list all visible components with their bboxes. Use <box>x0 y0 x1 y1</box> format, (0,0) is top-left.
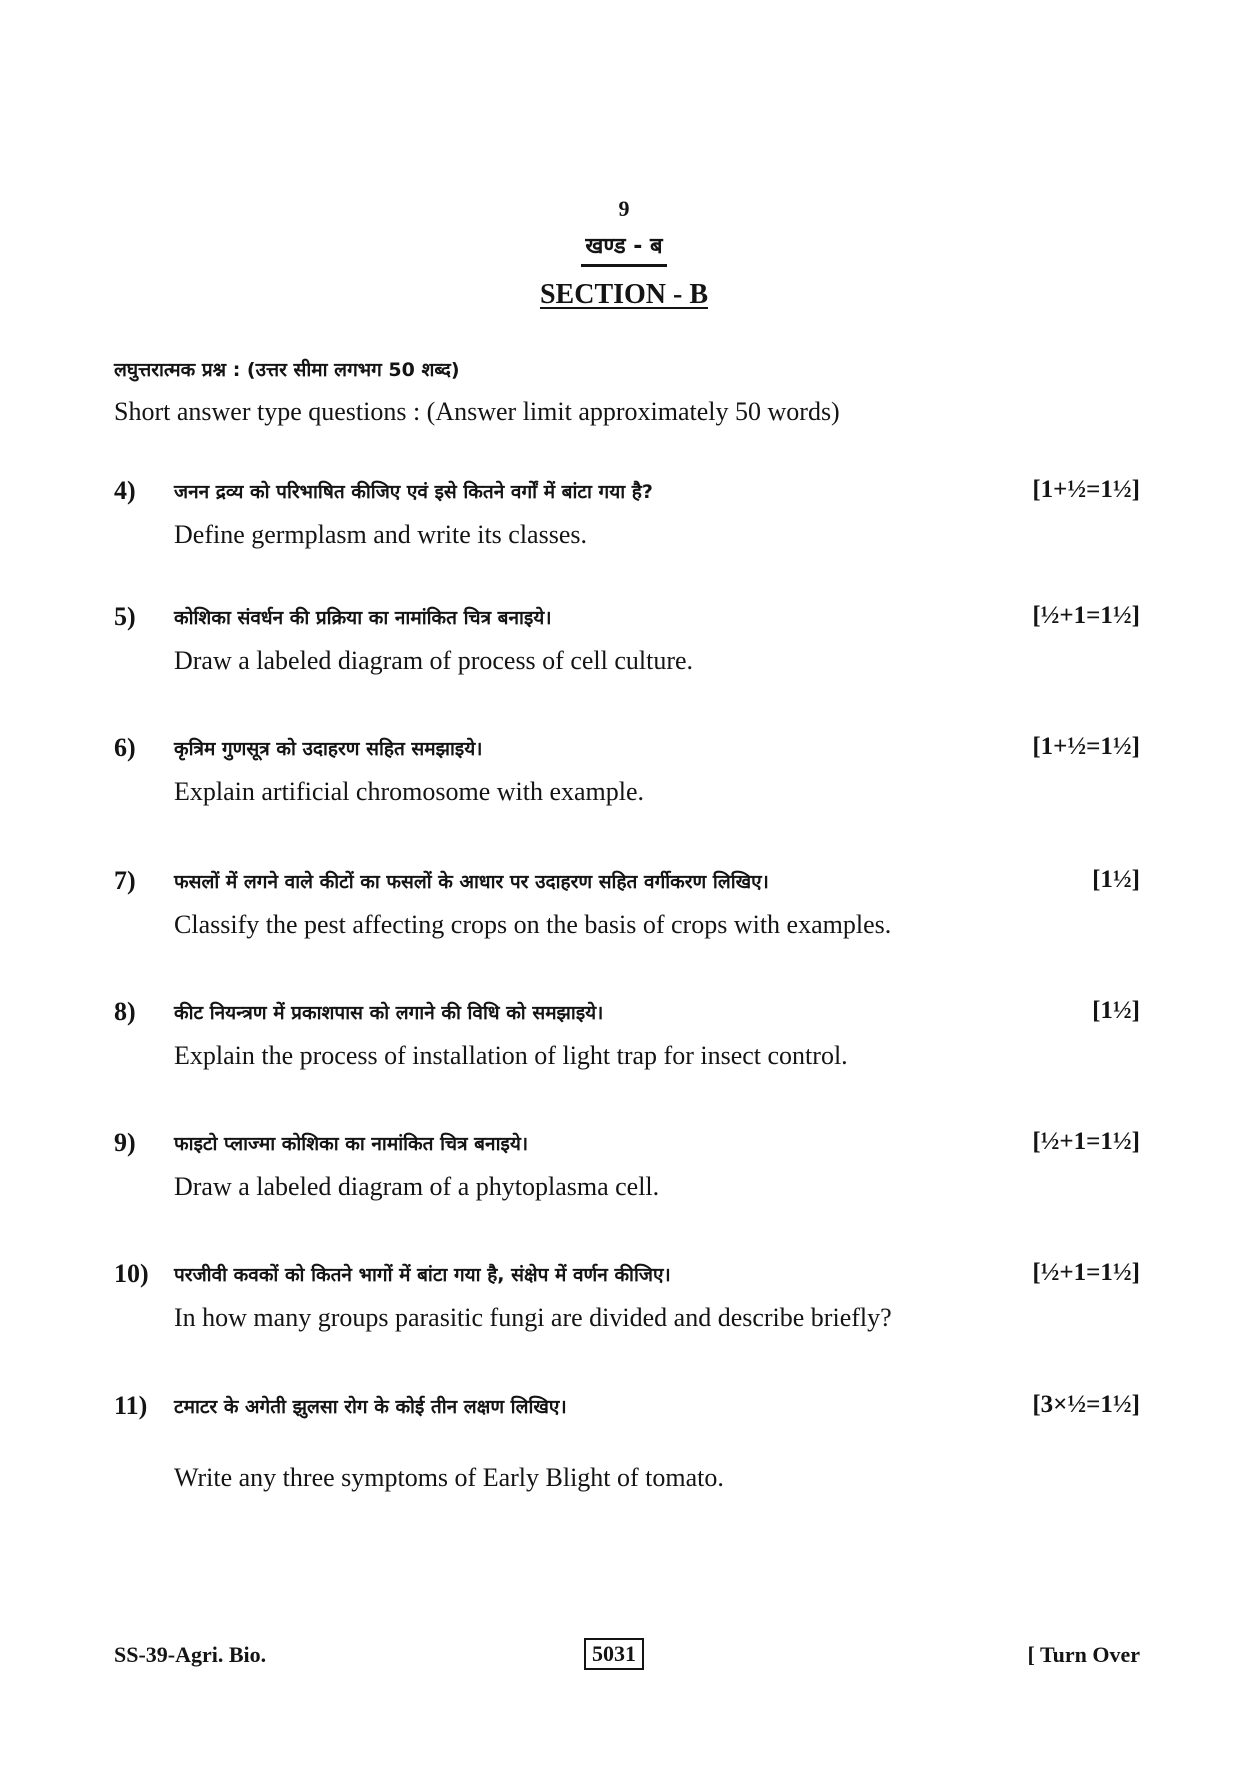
instructions-english: Short answer type questions : (Answer limit approximately 50 words) <box>114 397 840 426</box>
question-text-hindi: टमाटर के अगेती झुलसा रोग के कोई तीन लक्षण लिखिए। <box>174 1396 567 1418</box>
question-number: 5) <box>114 602 136 631</box>
page-number: 9 <box>618 196 630 221</box>
question-number: 10) <box>114 1259 149 1288</box>
question-text-english: Draw a labeled diagram of process of cell culture. <box>174 646 694 675</box>
question-number: 6) <box>114 733 136 762</box>
question-marks: [1½] <box>1092 997 1140 1024</box>
question-number: 9) <box>114 1128 136 1157</box>
paper-code: SS-39-Agri. Bio. <box>114 1642 267 1667</box>
question-text-hindi: कृत्रिम गुणसूत्र को उदाहरण सहित समझाइये। <box>174 738 483 760</box>
question-text-hindi: परजीवी कवकों को कितने भागों में बांटा गया है, संक्षेप में वर्णन कीजिए। <box>174 1264 671 1286</box>
question-marks: [½+1=1½] <box>1032 1128 1140 1155</box>
question-text-english: Classify the pest affecting crops on the basis of crops with examples. <box>174 910 892 939</box>
question-marks: [½+1=1½] <box>1032 602 1140 629</box>
question-text-hindi: फसलों में लगने वाले कीटों का फसलों के आधार पर उदाहरण सहित वर्गीकरण लिखिए। <box>174 871 769 893</box>
question-number: 11) <box>114 1391 148 1420</box>
question-marks: [3×½=1½] <box>1032 1391 1140 1418</box>
question-text-english: Draw a labeled diagram of a phytoplasma cell. <box>174 1172 660 1201</box>
boxed-code: 5031 <box>584 1638 644 1670</box>
question-number: 4) <box>114 476 136 505</box>
section-title-english <box>0 279 1248 311</box>
turn-over-label: [ Turn Over <box>1027 1642 1140 1667</box>
question-text-hindi: कीट नियन्त्रण में प्रकाशपास को लगाने की विधि को समझाइये। <box>174 1002 604 1024</box>
section-title-english-text: SECTION - B <box>539 279 709 310</box>
question-number: 7) <box>114 866 136 895</box>
section-title-hindi <box>0 230 1248 267</box>
question-text-hindi: जनन द्रव्य को परिभाषित कीजिए एवं इसे कितने वर्गों में बांटा गया है? <box>174 481 653 503</box>
page-footer <box>114 1638 1140 1678</box>
question-text-hindi: फाइटो प्लाज्मा कोशिका का नामांकित चित्र बनाइये। <box>174 1133 529 1155</box>
question-marks: [1½] <box>1092 866 1140 893</box>
question-marks: [½+1=1½] <box>1032 1259 1140 1286</box>
instructions-hindi: लघुत्तरात्मक प्रश्न : (उत्तर सीमा लगभग 50 शब्द) <box>114 359 460 381</box>
question-text-english: Explain the process of installation of light trap for insect control. <box>174 1041 848 1070</box>
question-text-english: Explain artificial chromosome with example. <box>174 777 645 806</box>
section-title-hindi-text: खण्ड - ब <box>581 230 666 267</box>
question-text-english: Write any three symptoms of Early Blight of tomato. <box>174 1463 724 1492</box>
question-marks: [1+½=1½] <box>1032 476 1140 503</box>
question-text-english: In how many groups parasitic fungi are divided and describe briefly? <box>174 1303 892 1332</box>
question-text-hindi: कोशिका संवर्धन की प्रक्रिया का नामांकित चित्र बनाइये। <box>174 607 552 629</box>
question-marks: [1+½=1½] <box>1032 733 1140 760</box>
question-text-english: Define germplasm and write its classes. <box>174 520 587 549</box>
question-number: 8) <box>114 997 136 1026</box>
